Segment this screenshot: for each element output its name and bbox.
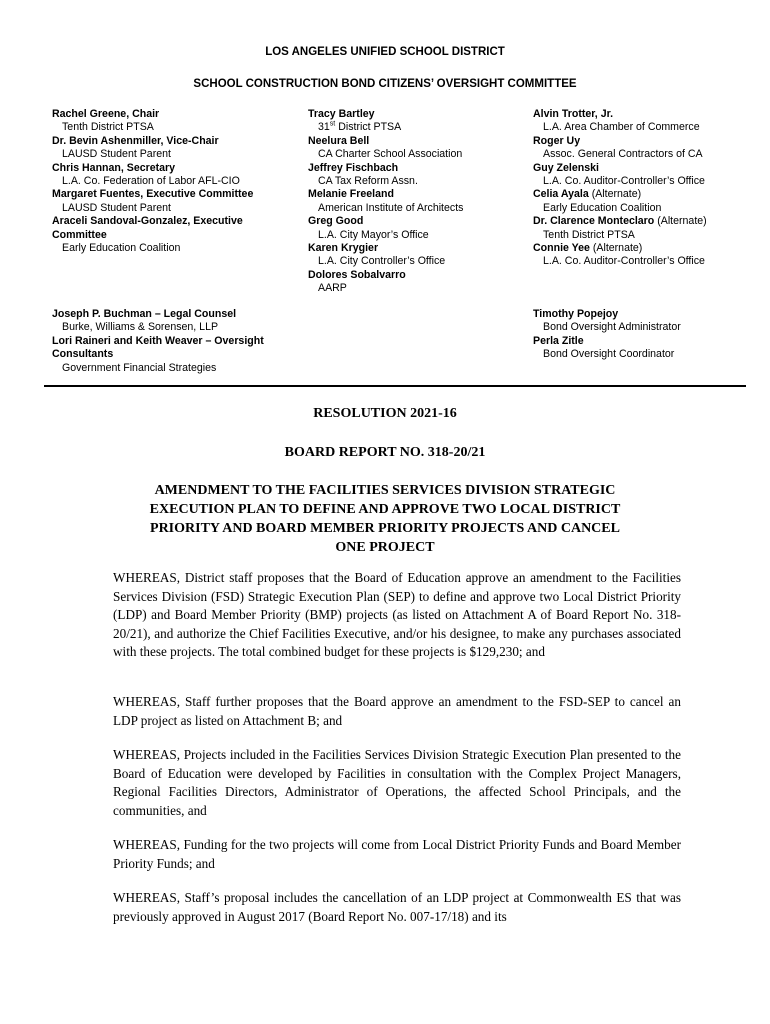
members-right-column bbox=[533, 108, 763, 269]
member-affiliation: LAUSD Student Parent bbox=[62, 148, 171, 161]
member-affiliation: CA Charter School Association bbox=[318, 148, 463, 161]
members-left-column bbox=[52, 108, 284, 255]
member-affiliation: L.A. City Controller’s Office bbox=[318, 255, 446, 268]
staff-name: Perla Zitle bbox=[533, 334, 584, 347]
district-number: 31 bbox=[318, 121, 330, 134]
staff-affiliation: Bond Oversight Administrator bbox=[543, 321, 681, 334]
member-affiliation: L.A. Co. Federation of Labor AFL-CIO bbox=[62, 175, 240, 188]
member-name: Jeffrey Fischbach bbox=[308, 161, 399, 174]
resolution-title-line: EXECUTION PLAN TO DEFINE AND APPROVE TWO LOCAL DISTRICT bbox=[149, 502, 621, 517]
member-name: Neelura Bell bbox=[308, 134, 370, 147]
member-name: Connie Yee bbox=[533, 242, 590, 255]
resolution-title bbox=[0, 481, 770, 557]
member-name: Melanie Freeland bbox=[308, 188, 394, 201]
member-affiliation: AARP bbox=[318, 282, 347, 295]
staff-name: Joseph P. Buchman – Legal Counsel bbox=[52, 308, 237, 320]
member-name: Dr. Clarence Monteclaro bbox=[533, 215, 655, 228]
committee-header: SCHOOL CONSTRUCTION BOND CITIZENS’ OVERSIGHT COMMITTEE bbox=[193, 78, 577, 90]
member-affiliation: Tenth District PTSA bbox=[62, 121, 154, 134]
member-entry bbox=[533, 215, 763, 228]
member-affiliation: L.A. City Mayor’s Office bbox=[318, 228, 429, 241]
member-affiliation: Assoc. General Contractors of CA bbox=[543, 148, 703, 161]
member-affiliation: American Institute of Architects bbox=[318, 201, 464, 214]
resolution-title-line: PRIORITY AND BOARD MEMBER PRIORITY PROJECTS AND CANCEL bbox=[150, 521, 620, 536]
member-affiliation: CA Tax Reform Assn. bbox=[318, 175, 418, 188]
member-name: Tracy Bartley bbox=[308, 108, 375, 120]
member-affiliation: LAUSD Student Parent bbox=[62, 201, 171, 214]
whereas-paragraph: WHEREAS, Staff’s proposal includes the cancellation of an LDP project at Commonwealth ES that was previously approved in August 2017 (Board Report No. 007-17/18) and its bbox=[113, 890, 681, 924]
district-header: LOS ANGELES UNIFIED SCHOOL DISTRICT bbox=[265, 46, 505, 58]
member-affiliation: L.A. Area Chamber of Commerce bbox=[543, 121, 700, 134]
staff-left-column bbox=[52, 308, 284, 375]
board-report-number: BOARD REPORT NO. 318-20/21 bbox=[284, 445, 486, 460]
member-name: Margaret Fuentes, Executive Committee bbox=[52, 188, 254, 201]
staff-right-column bbox=[533, 308, 763, 362]
member-affiliation bbox=[308, 121, 528, 134]
staff-name: Timothy Popejoy bbox=[533, 308, 619, 320]
member-name: Alvin Trotter, Jr. bbox=[533, 108, 614, 120]
member-affiliation: L.A. Co. Auditor-Controller’s Office bbox=[543, 255, 705, 268]
member-affiliation: L.A. Co. Auditor-Controller’s Office bbox=[543, 175, 705, 188]
member-name: Celia Ayala bbox=[533, 188, 589, 201]
member-affiliation: Early Education Coalition bbox=[62, 242, 181, 255]
alternate-note: (Alternate) bbox=[588, 188, 642, 201]
resolution-number: RESOLUTION 2021-16 bbox=[313, 406, 457, 421]
members-middle-column bbox=[308, 108, 528, 296]
member-affiliation: Early Education Coalition bbox=[543, 201, 662, 214]
staff-affiliation: Government Financial Strategies bbox=[62, 361, 217, 374]
whereas-paragraph: WHEREAS, District staff proposes that the Board of Education approve an amendment to the Facilities Services Division (FSD) Strategic Execution Plan (SEP) to define and approve two Local District Priority (LDP) and Board Member Priority (BMP) projects (as listed on Attachment A of Board Report No. 318-20/21), and authorize the Chief Facilities Executive, and/or his designee, to make any purchases associated with these projects. The total combined budget for these projects is $129,230; and bbox=[113, 570, 681, 660]
member-name: Rachel Greene, Chair bbox=[52, 108, 160, 120]
member-name: Dr. Bevin Ashenmiller, Vice-Chair bbox=[52, 134, 219, 147]
whereas-paragraph: WHEREAS, Projects included in the Facilities Services Division Strategic Execution Plan presented to the Board of Education were developed by Facilities in consultation with the Complex Project Managers, Regional Facilities Directors, Administrator of Operations, the affected School Principals, and the communities, and bbox=[113, 747, 681, 818]
ordinal-suffix: st bbox=[329, 120, 336, 128]
member-name: Roger Uy bbox=[533, 134, 581, 147]
member-entry bbox=[533, 242, 763, 255]
member-name: Greg Good bbox=[308, 215, 364, 228]
whereas-paragraph: WHEREAS, Funding for the two projects will come from Local District Priority Funds and Board Member Priority Funds; and bbox=[113, 837, 681, 871]
member-name: Karen Krygier bbox=[308, 242, 379, 255]
member-affiliation: Tenth District PTSA bbox=[543, 228, 635, 241]
member-entry bbox=[533, 188, 763, 201]
staff-affiliation: Bond Oversight Coordinator bbox=[543, 348, 675, 361]
resolution-title-line: ONE PROJECT bbox=[335, 540, 435, 555]
member-name: Chris Hannan, Secretary bbox=[52, 161, 176, 174]
alternate-note: (Alternate) bbox=[654, 215, 707, 228]
member-name: Guy Zelenski bbox=[533, 161, 599, 174]
whereas-paragraph: WHEREAS, Staff further proposes that the Board approve an amendment to the FSD-SEP to cancel an LDP project as listed on Attachment B; and bbox=[113, 694, 681, 728]
resolution-title-line: AMENDMENT TO THE FACILITIES SERVICES DIVISION STRATEGIC bbox=[154, 483, 616, 498]
member-name: Dolores Sobalvarro bbox=[308, 268, 406, 281]
member-name: Araceli Sandoval-Gonzalez, Executive Committee bbox=[52, 215, 243, 241]
header-divider bbox=[44, 385, 746, 387]
alternate-note: (Alternate) bbox=[589, 242, 643, 255]
district-label: District PTSA bbox=[335, 121, 402, 134]
staff-affiliation: Burke, Williams & Sorensen, LLP bbox=[62, 321, 219, 334]
staff-name: Lori Raineri and Keith Weaver – Oversight Consultants bbox=[52, 334, 264, 361]
